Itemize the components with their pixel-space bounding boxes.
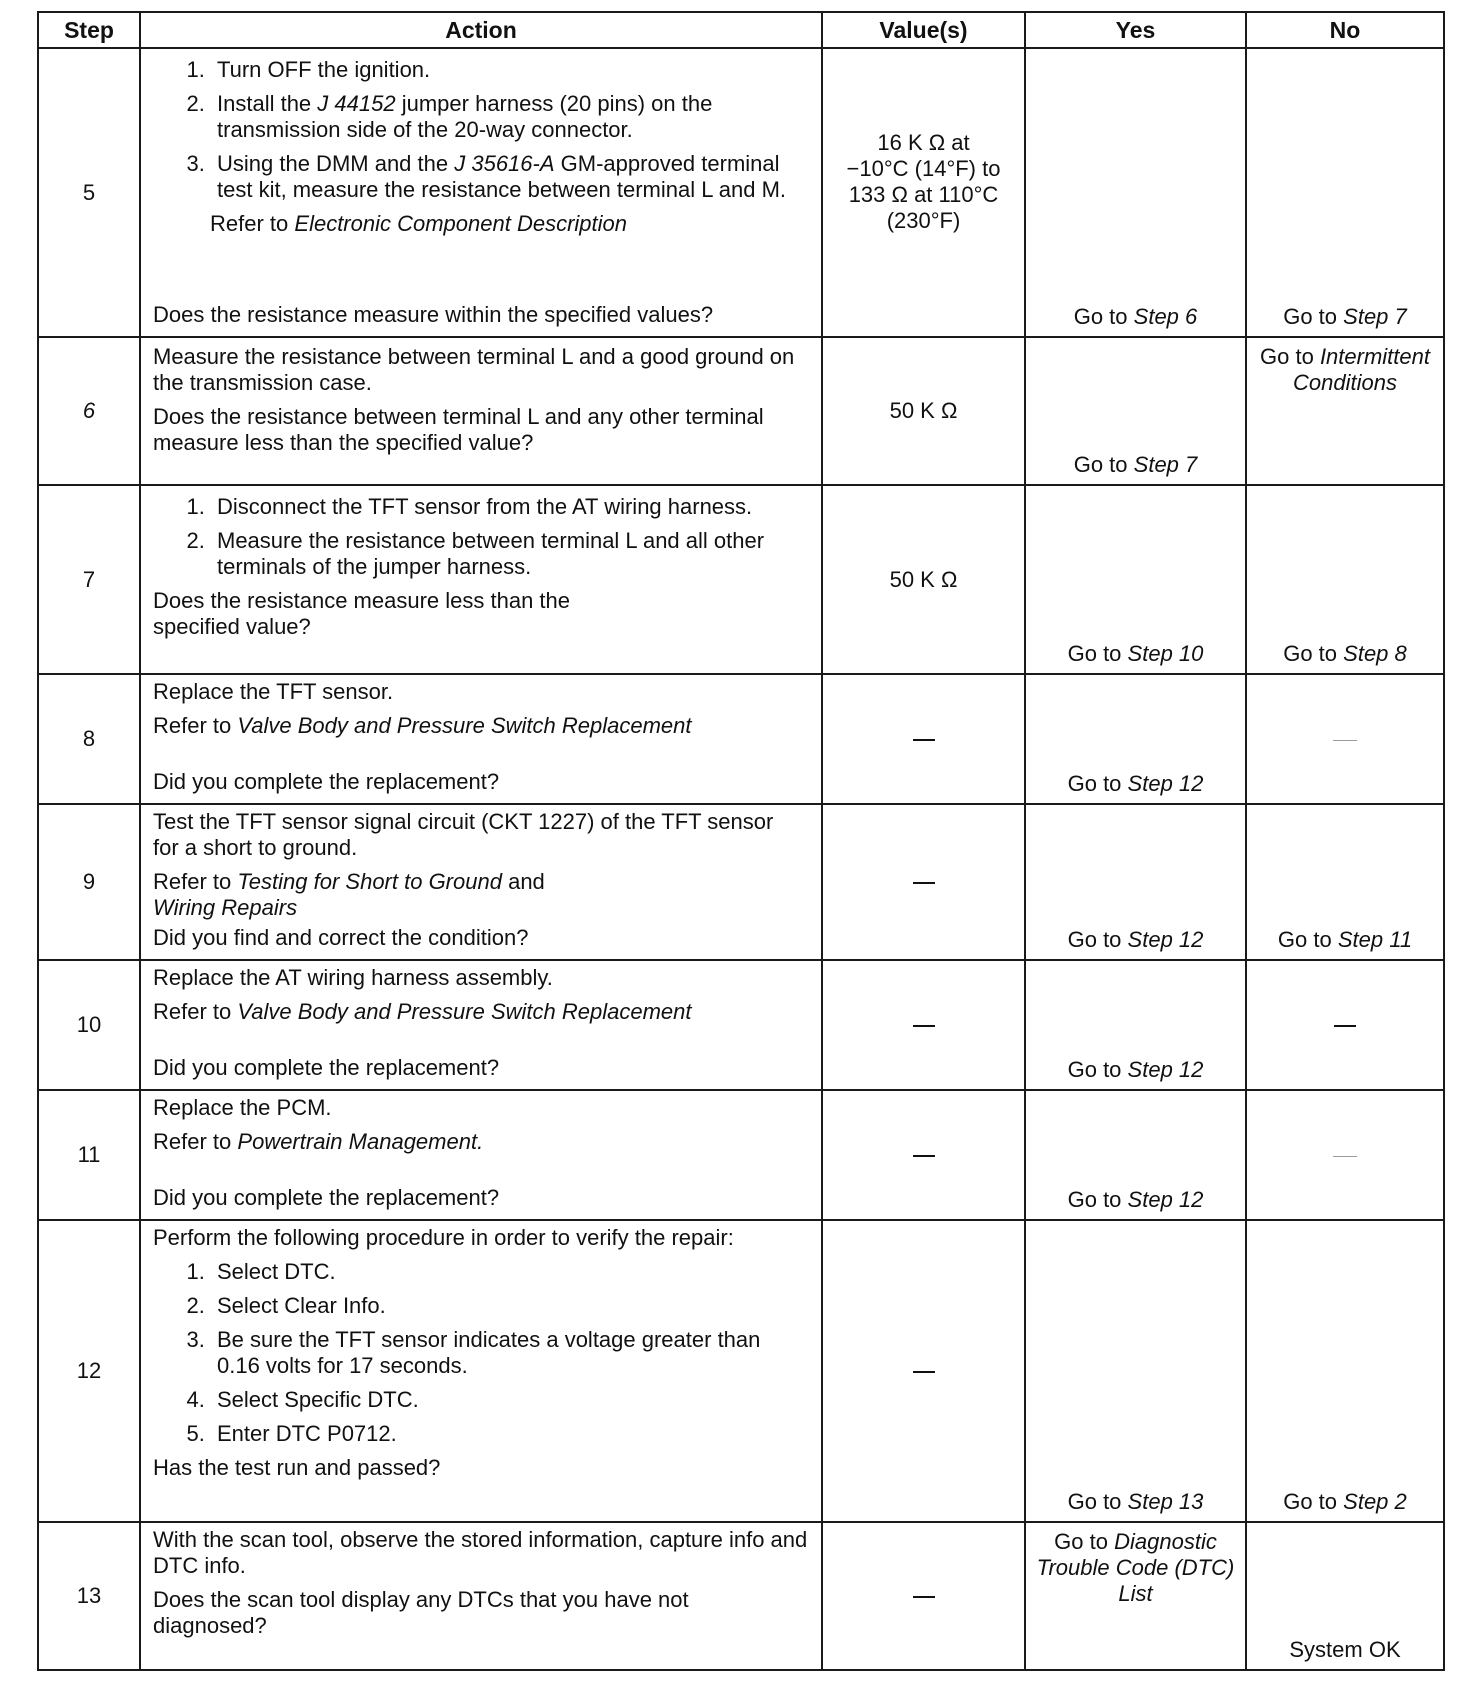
- action-text: Test the TFT sensor signal circuit (CKT 1227) of the TFT sensor for a short to ground.: [153, 809, 774, 860]
- yes-cell: [1025, 1522, 1246, 1670]
- step-number: 11: [38, 1090, 140, 1220]
- yes-cell: [1025, 1220, 1246, 1522]
- list-item-text: GM-approved terminal test kit, measure the resistance between terminal L and M.: [217, 151, 787, 202]
- question: Has the test run and passed?: [153, 1455, 441, 1480]
- action-cell: [140, 1522, 822, 1670]
- yes-link[interactable]: Step 12: [1127, 927, 1204, 952]
- step-number: 10: [38, 960, 140, 1090]
- table-row-step-11: [38, 1090, 1444, 1220]
- step-number: 7: [38, 485, 140, 674]
- question: Does the resistance between terminal L and any other terminal measure less than the specified value?: [153, 404, 764, 455]
- go-to-label: Go to: [1073, 304, 1128, 329]
- dash-mark: [913, 1155, 935, 1157]
- no-cell: [1246, 1220, 1444, 1522]
- value-line: (230°F): [886, 207, 961, 233]
- value-cell: [822, 1522, 1025, 1670]
- dash-mark: [1333, 1156, 1357, 1157]
- no-cell: [1246, 674, 1444, 804]
- no-link[interactable]: Step 11: [1337, 927, 1413, 952]
- list-item-text: jumper harness (20 pins) on the transmission side of the 20-way connector.: [217, 91, 713, 142]
- value-line: 133 Ω at 110°C: [848, 181, 999, 207]
- yes-cell: [1025, 1090, 1246, 1220]
- action-text: Replace the AT wiring harness assembly.: [153, 965, 553, 990]
- yes-link[interactable]: Step 12: [1127, 771, 1204, 796]
- go-to-label: Go to: [1283, 641, 1338, 666]
- question: Did you complete the replacement?: [153, 769, 500, 794]
- question: Did you find and correct the condition?: [153, 925, 529, 950]
- refer-prefix: Refer to: [210, 211, 289, 236]
- header-row: [38, 12, 1444, 48]
- list-item: 2. Measure the resistance between terminal L and all other terminals of the jumper harness.: [211, 528, 809, 580]
- action-text: Replace the PCM.: [153, 1095, 332, 1120]
- go-to-label: Go to: [1073, 452, 1128, 477]
- no-cell: [1246, 1090, 1444, 1220]
- diagnostic-table: [37, 11, 1445, 1671]
- value-cell: [822, 804, 1025, 960]
- go-to-label: Go to: [1283, 1489, 1338, 1514]
- no-link[interactable]: Step 2: [1343, 1489, 1407, 1514]
- go-to-label: Go to: [1067, 1057, 1122, 1082]
- procedure-list: [153, 57, 809, 203]
- dash-mark: [913, 882, 935, 884]
- list-item: [211, 151, 809, 203]
- header-step: Step: [38, 12, 140, 48]
- action-cell: [140, 960, 822, 1090]
- action-cell: [140, 804, 822, 960]
- procedure-list: [153, 494, 809, 580]
- refer-line: [153, 1129, 809, 1155]
- refer-link[interactable]: Valve Body and Pressure Switch Replacement: [237, 999, 692, 1024]
- dash-mark: [1334, 1025, 1356, 1027]
- step-number: 8: [38, 674, 140, 804]
- no-link[interactable]: Step 8: [1343, 641, 1407, 666]
- yes-link[interactable]: Step 10: [1127, 641, 1204, 666]
- no-link[interactable]: Intermittent Conditions: [1293, 344, 1430, 395]
- value-cell: [822, 674, 1025, 804]
- action-cell: [140, 1220, 822, 1522]
- dash-mark: [1333, 740, 1357, 741]
- header-values: Value(s): [822, 12, 1025, 48]
- question: Did you complete the replacement?: [153, 1055, 500, 1080]
- action-cell: [140, 337, 822, 485]
- list-item: 1. Select DTC.: [211, 1259, 809, 1285]
- refer-link[interactable]: Wiring Repairs: [153, 895, 298, 920]
- go-to-label: Go to: [1067, 771, 1122, 796]
- yes-link[interactable]: Step 12: [1127, 1057, 1204, 1082]
- yes-link[interactable]: Step 13: [1127, 1489, 1204, 1514]
- yes-link[interactable]: Step 6: [1133, 304, 1198, 329]
- action-cell: [140, 485, 822, 674]
- action-text: Replace the TFT sensor.: [153, 679, 394, 704]
- yes-link[interactable]: Step 12: [1127, 1187, 1204, 1212]
- value-cell: [822, 48, 1025, 337]
- value-cell: [822, 1090, 1025, 1220]
- list-item-text: Turn OFF the ignition.: [217, 57, 431, 82]
- refer-prefix: Refer to: [153, 869, 232, 894]
- table-row-step-6: [38, 337, 1444, 485]
- value-cell: 50 K Ω: [822, 337, 1025, 485]
- list-item: 4. Select Specific DTC.: [211, 1387, 809, 1413]
- go-to-label: Go to: [1054, 1529, 1108, 1554]
- step-number: [38, 337, 140, 485]
- go-to-label: Go to: [1277, 927, 1332, 952]
- value-cell: [822, 960, 1025, 1090]
- table-row-step-7: [38, 485, 1444, 674]
- action-cell: [140, 1090, 822, 1220]
- yes-cell: [1025, 48, 1246, 337]
- yes-cell: [1025, 674, 1246, 804]
- list-item-text: Install the: [217, 91, 312, 116]
- yes-link[interactable]: Step 7: [1133, 452, 1198, 477]
- step-number: 12: [38, 1220, 140, 1522]
- table-row-step-5: [38, 48, 1444, 337]
- table-row-step-13: [38, 1522, 1444, 1670]
- header-yes: Yes: [1025, 12, 1246, 48]
- refer-line: [153, 999, 809, 1025]
- refer-line: [153, 713, 809, 739]
- value-cell: 50 K Ω: [822, 485, 1025, 674]
- refer-and: and: [508, 869, 545, 894]
- go-to-label: Go to: [1260, 344, 1314, 369]
- table-row-step-8: [38, 674, 1444, 804]
- step-number-text: 6: [82, 398, 96, 423]
- step-number: 9: [38, 804, 140, 960]
- yes-link[interactable]: Diagnostic Trouble Code (DTC) List: [1036, 1529, 1235, 1606]
- list-item-text: Using the DMM and the: [217, 151, 449, 176]
- question: Does the scan tool display any DTCs that you have not diagnosed?: [153, 1587, 689, 1638]
- go-to-label: Go to: [1067, 927, 1122, 952]
- refer-link[interactable]: Valve Body and Pressure Switch Replacement: [237, 713, 692, 738]
- no-cell: [1246, 804, 1444, 960]
- no-link[interactable]: Step 7: [1343, 304, 1407, 329]
- value-line: 16 K Ω at: [877, 129, 970, 155]
- refer-link[interactable]: Testing for Short to Ground: [237, 869, 502, 894]
- go-to-label: Go to: [1067, 1489, 1122, 1514]
- yes-cell: [1025, 337, 1246, 485]
- question: Did you complete the replacement?: [153, 1185, 500, 1210]
- action-text: Measure the resistance between terminal L and a good ground on the transmission case.: [153, 344, 795, 395]
- no-cell: [1246, 960, 1444, 1090]
- no-cell: [1246, 337, 1444, 485]
- procedure-list: [153, 1259, 809, 1447]
- refer-prefix: Refer to: [153, 999, 232, 1024]
- value-line: −10°C (14°F) to: [846, 155, 1001, 181]
- step-number: 5: [38, 48, 140, 337]
- table-row-step-10: [38, 960, 1444, 1090]
- refer-line: [153, 869, 809, 921]
- yes-cell: [1025, 485, 1246, 674]
- no-cell: [1246, 1522, 1444, 1670]
- refer-prefix: Refer to: [153, 1129, 232, 1154]
- refer-line: [153, 211, 809, 237]
- step-number: 13: [38, 1522, 140, 1670]
- dash-mark: [913, 739, 935, 741]
- list-item: [211, 57, 809, 83]
- value-cell: [822, 1220, 1025, 1522]
- yes-cell: [1025, 960, 1246, 1090]
- no-result: System OK: [1289, 1637, 1401, 1662]
- dash-mark: [913, 1025, 935, 1027]
- list-item: 5. Enter DTC P0712.: [211, 1421, 809, 1447]
- list-item: 1. Disconnect the TFT sensor from the AT wiring harness.: [211, 494, 809, 520]
- no-cell: [1246, 485, 1444, 674]
- go-to-label: Go to: [1067, 1187, 1122, 1212]
- action-text: With the scan tool, observe the stored information, capture info and DTC info.: [153, 1527, 808, 1578]
- list-item: [211, 91, 809, 143]
- yes-cell: [1025, 804, 1246, 960]
- go-to-label: Go to: [1283, 304, 1338, 329]
- tool-name: J 35616-A: [454, 151, 555, 176]
- table-row-step-9: [38, 804, 1444, 960]
- header-no: No: [1246, 12, 1444, 48]
- refer-link[interactable]: Powertrain Management.: [237, 1129, 484, 1154]
- go-to-label: Go to: [1067, 641, 1122, 666]
- refer-link[interactable]: Electronic Component Description: [294, 211, 627, 236]
- action-cell: [140, 48, 822, 337]
- action-cell: [140, 674, 822, 804]
- question: Does the resistance measure within the specified values?: [153, 302, 714, 327]
- list-item: 3. Be sure the TFT sensor indicates a voltage greater than 0.16 volts for 17 seconds.: [211, 1327, 809, 1379]
- table-row-step-12: [38, 1220, 1444, 1522]
- tool-name: J 44152: [317, 91, 396, 116]
- list-item: 2. Select Clear Info.: [211, 1293, 809, 1319]
- header-action: Action: [140, 12, 822, 48]
- no-cell: [1246, 48, 1444, 337]
- refer-prefix: Refer to: [153, 713, 232, 738]
- question: Does the resistance measure less than the specified value?: [153, 588, 571, 639]
- dash-mark: [913, 1371, 935, 1373]
- dash-mark: [913, 1596, 935, 1598]
- action-text: Perform the following procedure in order to verify the repair:: [153, 1225, 734, 1250]
